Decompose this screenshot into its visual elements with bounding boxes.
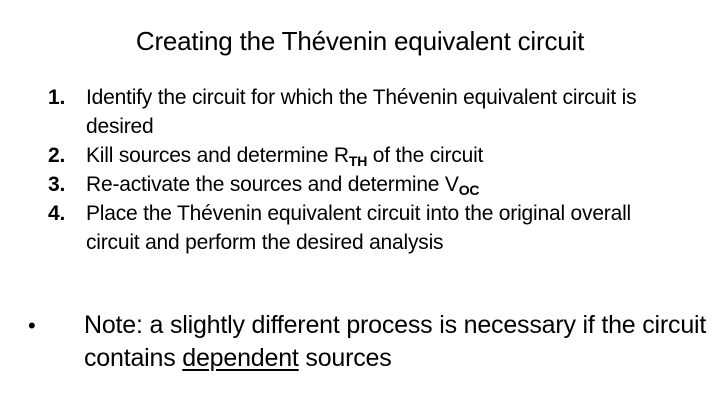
step-item-4	[48, 199, 688, 257]
bullet-marker: •	[28, 313, 36, 338]
step-number: 4.	[48, 202, 66, 225]
slide-title: Creating the Thévenin equivalent circuit	[135, 26, 585, 56]
note-bullet-item	[28, 309, 720, 375]
step-item-2	[48, 141, 688, 170]
voc-subscript: OC	[458, 182, 480, 198]
step-number: 1.	[48, 86, 66, 109]
step-text-tail: of the circuit	[367, 144, 484, 167]
dependent-emphasis: dependent	[182, 344, 299, 372]
step-text: Place the Thévenin equivalent circuit into the original overall circuit and perform the desired analysis	[86, 202, 632, 254]
step-text: Identify the circuit for which the Thévenin equivalent circuit is desired	[86, 86, 637, 138]
rth-subscript: TH	[348, 153, 368, 169]
step-text: Kill sources and determine R	[86, 144, 349, 167]
step-number: 2.	[48, 144, 66, 167]
step-number: 3.	[48, 173, 66, 196]
steps-list	[48, 83, 688, 257]
note-text: Note: a slightly different process is necessary if the circuit contains	[84, 311, 707, 372]
step-item-3	[48, 170, 688, 199]
step-text: Re-activate the sources and determine V	[86, 173, 459, 196]
note-text-tail: sources	[298, 344, 392, 372]
step-item-1	[48, 83, 688, 141]
